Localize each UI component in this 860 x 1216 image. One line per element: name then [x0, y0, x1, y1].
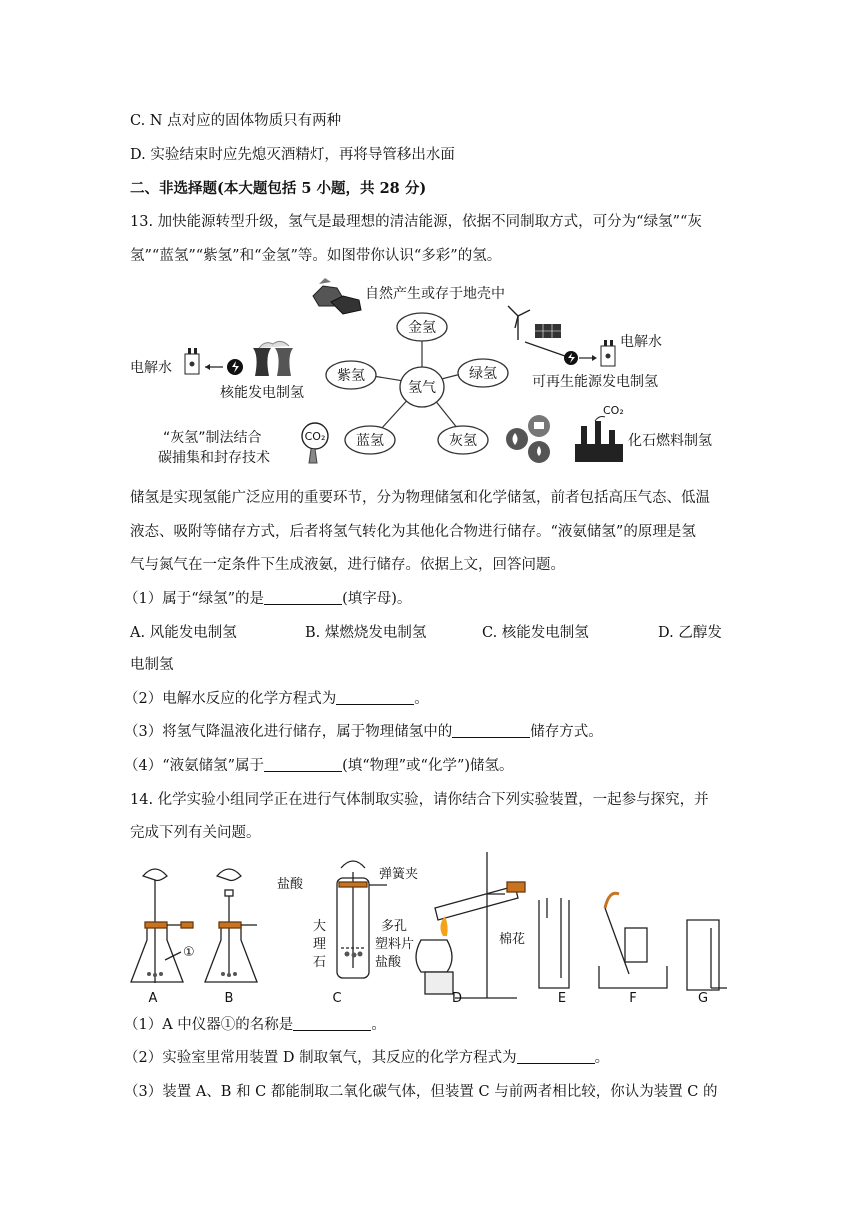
q14-stem-line1: 14. 化学实验小组同学正在进行气体制取实验，请你结合下列实验装置，一起参与探究，并: [130, 792, 709, 808]
label-hcl-top: 盐酸: [277, 877, 304, 892]
label-natural: 自然产生或存于地壳中: [365, 286, 505, 302]
label-gray-hydrogen: 灰氢: [449, 433, 477, 449]
option-d-continued: 电制氢: [130, 657, 174, 673]
fossil-fuel-icons: [506, 415, 550, 463]
q13-sub1: （1）属于“绿氢”的是 (填字母)。: [124, 591, 412, 607]
label-e: E: [557, 991, 567, 1006]
label-fossil: 化石燃料制氢: [628, 433, 712, 449]
option-b: B. 煤燃烧发电制氢: [305, 625, 427, 641]
option-d: D. 乙醇发: [658, 625, 722, 641]
q14-sub2: （2）实验室里常用装置 D 制取氧气，其反应的化学方程式为 。: [124, 1050, 610, 1066]
answer-blank[interactable]: [293, 1016, 371, 1031]
rocks-icon: [313, 278, 361, 314]
label-porous-2: 塑料片: [375, 937, 415, 952]
nuclear-plant-icon: [253, 341, 293, 376]
label-c: C: [332, 991, 342, 1006]
label-marble-1: 大: [313, 919, 327, 934]
q14-sub1: （1）A 中仪器①的名称是 。: [124, 1017, 386, 1033]
choice-d: D. 实验结束时应先熄灭酒精灯，再将导管移出水面: [130, 147, 455, 163]
answer-blank[interactable]: [336, 690, 414, 705]
solar-panel-icon: [535, 324, 561, 338]
instrument-mark: ①: [183, 945, 195, 960]
label-a: A: [148, 991, 158, 1006]
label-gray-method-2: 碳捕集和封存技术: [158, 450, 270, 466]
answer-blank[interactable]: [264, 590, 342, 605]
electrolysis-left-icon: [185, 348, 199, 374]
label-hydrogen-center: 氢气: [408, 380, 436, 396]
q13-sub2: （2）电解水反应的化学方程式为 。: [124, 691, 429, 707]
hydrogen-color-diagram: [125, 276, 735, 476]
electrolysis-right-icon: [601, 340, 615, 366]
answer-blank[interactable]: [517, 1049, 595, 1064]
q13-para-3: 气与氮气在一定条件下生成液氨，进行储存。依据上文，回答问题。: [130, 557, 565, 573]
lab-apparatus-figure: [125, 848, 735, 1010]
q13-stem-line2: 氢”“蓝氢”“紫氢”和“金氢”等。如图带你认识“多彩”的氢。: [130, 248, 502, 264]
q13-sub4: （4）“液氨储氢”属于 (填“物理”或“化学”)储氢。: [124, 758, 514, 774]
q13-para-2: 液态、吸附等储存方式，后者将氢气转化为其他化合物进行储存。“液氨储氢”的原理是氢: [130, 524, 696, 540]
label-purple-hydrogen: 紫氢: [337, 368, 365, 384]
label-g: G: [697, 991, 709, 1006]
label-porous-1: 多孔: [381, 919, 408, 934]
label-gray-method-1: “灰氢”制法结合: [163, 430, 262, 446]
factory-icon: [575, 417, 623, 463]
label-nuclear: 核能发电制氢: [220, 385, 304, 401]
q13-stem-line1: 13. 加快能源转型升级，氢气是最理想的清洁能源，依据不同制取方式，可分为“绿氢”“灰: [130, 214, 702, 230]
label-green-hydrogen: 绿氢: [469, 366, 497, 382]
section-title: 二、非选择题(本大题包括 5 小题，共 28 分): [130, 180, 427, 197]
svg-text:CO₂: CO₂: [603, 404, 624, 417]
label-electrolysis-right: 电解水: [620, 334, 662, 350]
wind-turbine-icon: [508, 306, 530, 340]
q13-sub3: （3）将氢气降温液化进行储存，属于物理储氢中的 储存方式。: [124, 724, 603, 740]
option-c: C. 核能发电制氢: [482, 625, 589, 641]
label-blue-hydrogen: 蓝氢: [356, 433, 384, 449]
q14-stem-line2: 完成下列有关问题。: [130, 825, 261, 841]
label-marble-3: 石: [313, 955, 327, 970]
label-electrolysis-left: 电解水: [130, 360, 172, 376]
label-cotton: 棉花: [499, 932, 526, 947]
label-renewable: 可再生能源发电制氢: [532, 374, 658, 390]
q13-para-1: 储氢是实现氢能广泛应用的重要环节，分为物理储氢和化学储氢，前者包括高压气态、低温: [130, 490, 710, 506]
label-marble-2: 理: [313, 937, 327, 952]
label-b: B: [224, 991, 234, 1006]
label-spring-clip: 弹簧夹: [379, 867, 419, 882]
answer-blank[interactable]: [264, 757, 342, 772]
q14-sub3: （3）装置 A、B 和 C 都能制取二氧化碳气体，但装置 C 与前两者相比较，你认为装置 C 的: [124, 1084, 718, 1100]
label-d: D: [451, 991, 463, 1006]
svg-text:CO₂: CO₂: [304, 430, 326, 443]
option-a: A. 风能发电制氢: [130, 625, 237, 641]
label-gold-hydrogen: 金氢: [408, 320, 436, 336]
choice-c: C. N 点对应的固体物质只有两种: [130, 113, 342, 129]
label-f: F: [629, 991, 637, 1006]
label-hcl-bottom: 盐酸: [375, 955, 402, 970]
answer-blank[interactable]: [452, 723, 530, 738]
